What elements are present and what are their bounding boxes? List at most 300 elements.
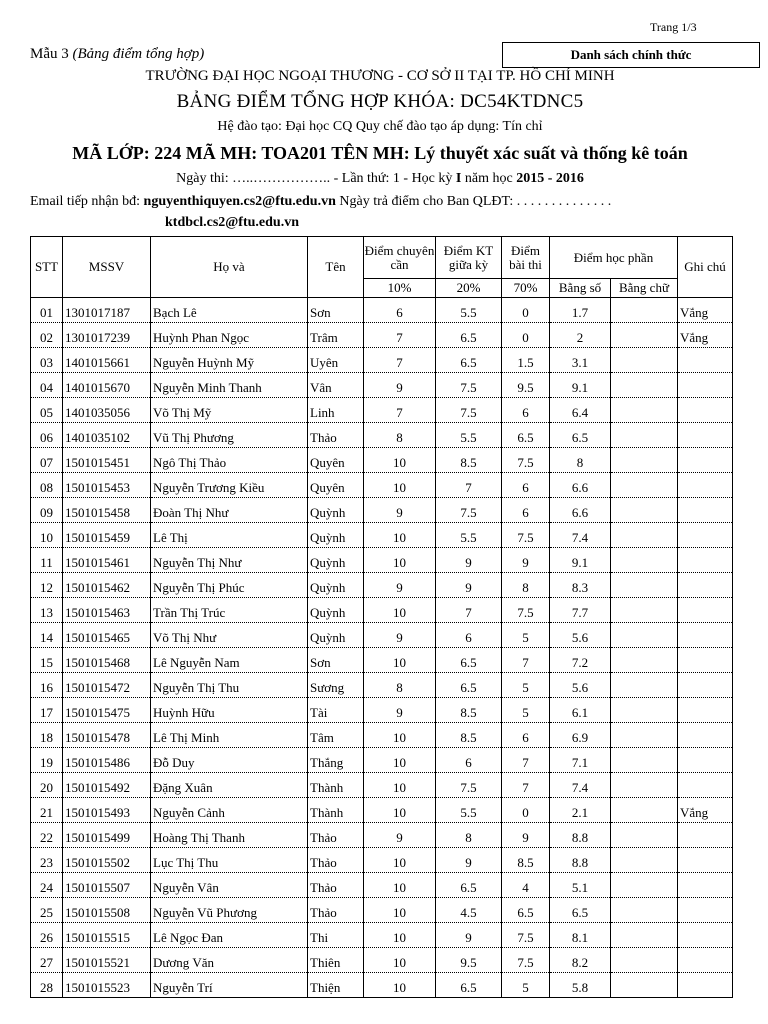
cell-chuyen-can: 10: [364, 873, 436, 898]
cell-giua-ky: 6.5: [436, 323, 502, 348]
cell-stt: 11: [31, 548, 63, 573]
weight-bai-thi: 70%: [502, 279, 550, 298]
cell-bang-so: 8.8: [550, 823, 611, 848]
cell-stt: 15: [31, 648, 63, 673]
cell-bai-thi: 7: [502, 773, 550, 798]
cell-ho-va: Huỳnh Hữu: [151, 698, 308, 723]
cell-bang-chu: [611, 598, 678, 623]
cell-giua-ky: 5.5: [436, 423, 502, 448]
cell-chuyen-can: 7: [364, 398, 436, 423]
cell-bai-thi: 6: [502, 498, 550, 523]
cell-chuyen-can: 10: [364, 798, 436, 823]
cell-ten: Quyên: [308, 473, 364, 498]
cell-chuyen-can: 10: [364, 548, 436, 573]
cell-chuyen-can: 10: [364, 948, 436, 973]
cell-bang-so: 7.1: [550, 748, 611, 773]
cell-chuyen-can: 10: [364, 523, 436, 548]
cell-bai-thi: 0: [502, 323, 550, 348]
cell-giua-ky: 8.5: [436, 723, 502, 748]
cell-ho-va: Trần Thị Trúc: [151, 598, 308, 623]
cell-ho-va: Đỗ Duy: [151, 748, 308, 773]
cell-ten: Vân: [308, 373, 364, 398]
cell-bang-chu: [611, 773, 678, 798]
cell-bang-chu: [611, 923, 678, 948]
cell-ho-va: Nguyễn Trí: [151, 973, 308, 998]
cell-giua-ky: 6.5: [436, 873, 502, 898]
cell-stt: 14: [31, 623, 63, 648]
cell-bang-so: 6.6: [550, 473, 611, 498]
school-name: TRƯỜNG ĐẠI HỌC NGOẠI THƯƠNG - CƠ SỞ II TẠI TP. HỒ CHÍ MINH: [145, 68, 615, 84]
cell-mssv: 1401035102: [63, 423, 151, 448]
cell-mssv: 1501015463: [63, 598, 151, 623]
cell-ten: Quỳnh: [308, 548, 364, 573]
cell-mssv: 1501015499: [63, 823, 151, 848]
cell-giua-ky: 4.5: [436, 898, 502, 923]
cell-ghi-chu: [678, 373, 733, 398]
weight-chuyen-can: 10%: [364, 279, 436, 298]
cell-ho-va: Nguyễn Cảnh: [151, 798, 308, 823]
cell-chuyen-can: 9: [364, 698, 436, 723]
cell-bang-so: 6.4: [550, 398, 611, 423]
cell-bang-chu: [611, 898, 678, 923]
table-row: [31, 673, 733, 698]
cell-mssv: 1501015475: [63, 698, 151, 723]
cell-chuyen-can: 7: [364, 348, 436, 373]
cell-stt: 18: [31, 723, 63, 748]
cell-ten: Thi: [308, 923, 364, 948]
cell-ho-va: Nguyễn Thị Như: [151, 548, 308, 573]
cell-ho-va: Nguyễn Huỳnh Mỹ: [151, 348, 308, 373]
cell-ho-va: Lê Ngọc Đan: [151, 923, 308, 948]
cell-ghi-chu: [678, 523, 733, 548]
cell-ten: Thiên: [308, 948, 364, 973]
table-row: [31, 598, 733, 623]
cell-mssv: 1501015523: [63, 973, 151, 998]
cell-mssv: 1501015521: [63, 948, 151, 973]
cell-bai-thi: 6.5: [502, 423, 550, 448]
cell-bang-so: 2: [550, 323, 611, 348]
cell-giua-ky: 5.5: [436, 523, 502, 548]
form-label-italic: (Bảng điểm tổng hợp): [72, 46, 205, 62]
class-course-line: MÃ LỚP: 224 MÃ MH: TOA201 TÊN MH: Lý thuyết xác suất và thống kê toán: [72, 143, 688, 163]
table-row: [31, 648, 733, 673]
cell-ghi-chu: [678, 898, 733, 923]
cell-bai-thi: 8.5: [502, 848, 550, 873]
cell-bang-so: 7.4: [550, 523, 611, 548]
cell-bai-thi: 8: [502, 573, 550, 598]
cell-bang-chu: [611, 873, 678, 898]
exam-term: I: [455, 171, 462, 186]
cell-bang-chu: [611, 948, 678, 973]
cell-mssv: 1501015492: [63, 773, 151, 798]
table-row: [31, 448, 733, 473]
cell-bai-thi: 5: [502, 623, 550, 648]
cell-chuyen-can: 10: [364, 598, 436, 623]
cell-chuyen-can: 10: [364, 448, 436, 473]
header-bang-chu: Bằng chữ: [611, 279, 678, 298]
cell-ghi-chu: Vắng: [678, 798, 733, 823]
cell-bang-so: 5.6: [550, 673, 611, 698]
cell-bai-thi: 7.5: [502, 923, 550, 948]
cell-bai-thi: 9.5: [502, 373, 550, 398]
cell-ten: Thành: [308, 773, 364, 798]
cell-ho-va: Nguyễn Thị Thu: [151, 673, 308, 698]
cell-ten: Quỳnh: [308, 498, 364, 523]
cell-bai-thi: 1.5: [502, 348, 550, 373]
cell-mssv: 1501015472: [63, 673, 151, 698]
cell-chuyen-can: 10: [364, 748, 436, 773]
cell-bang-chu: [611, 298, 678, 323]
cell-giua-ky: 6: [436, 748, 502, 773]
email-address-2: ktdbcl.cs2@ftu.edu.vn: [165, 215, 299, 230]
table-row: [31, 348, 733, 373]
table-row: [31, 898, 733, 923]
cell-bang-chu: [611, 623, 678, 648]
cell-bang-so: 1.7: [550, 298, 611, 323]
cell-bang-so: 7.4: [550, 773, 611, 798]
cell-ho-va: Nguyễn Minh Thanh: [151, 373, 308, 398]
cell-bang-chu: [611, 748, 678, 773]
cell-ten: Quyên: [308, 448, 364, 473]
cell-stt: 06: [31, 423, 63, 448]
cell-giua-ky: 7: [436, 598, 502, 623]
cell-ho-va: Lục Thị Thu: [151, 848, 308, 873]
table-row: [31, 723, 733, 748]
cell-giua-ky: 7.5: [436, 373, 502, 398]
cell-mssv: 1501015465: [63, 623, 151, 648]
cell-bang-so: 6.5: [550, 423, 611, 448]
table-row: [31, 823, 733, 848]
cell-ghi-chu: [678, 948, 733, 973]
cell-ho-va: Lê Thị: [151, 523, 308, 548]
cell-bang-so: 6.6: [550, 498, 611, 523]
cell-bai-thi: 7: [502, 748, 550, 773]
cell-ghi-chu: [678, 423, 733, 448]
cell-stt: 24: [31, 873, 63, 898]
cell-chuyen-can: 8: [364, 423, 436, 448]
cell-ho-va: Đặng Xuân: [151, 773, 308, 798]
cell-ghi-chu: [678, 548, 733, 573]
cell-ghi-chu: [678, 448, 733, 473]
header-chuyen-can: Điểm chuyên cần: [364, 237, 436, 279]
cell-ten: Thảo: [308, 848, 364, 873]
cell-ho-va: Huỳnh Phan Ngọc: [151, 323, 308, 348]
cell-bang-chu: [611, 348, 678, 373]
form-label: [30, 46, 204, 63]
cell-ghi-chu: [678, 973, 733, 998]
cell-bai-thi: 7.5: [502, 598, 550, 623]
exam-info: [0, 171, 760, 187]
cell-stt: 19: [31, 748, 63, 773]
cell-chuyen-can: 9: [364, 573, 436, 598]
cell-bang-chu: [611, 423, 678, 448]
cell-ten: Quỳnh: [308, 523, 364, 548]
cell-chuyen-can: 10: [364, 898, 436, 923]
table-row: [31, 698, 733, 723]
cell-bang-so: 8.3: [550, 573, 611, 598]
cell-bang-chu: [611, 573, 678, 598]
cell-giua-ky: 6: [436, 623, 502, 648]
email-label: Email tiếp nhận bđ:: [30, 194, 144, 209]
cell-stt: 07: [31, 448, 63, 473]
cell-ho-va: Nguyễn Trương Kiều: [151, 473, 308, 498]
cell-mssv: 1401035056: [63, 398, 151, 423]
cell-bai-thi: 6.5: [502, 898, 550, 923]
cell-bang-chu: [611, 398, 678, 423]
cell-mssv: 1501015458: [63, 498, 151, 523]
cell-ten: Thảo: [308, 873, 364, 898]
cell-ghi-chu: [678, 823, 733, 848]
email-address-1: nguyenthiquyen.cs2@ftu.edu.vn: [143, 194, 336, 209]
cell-giua-ky: 8.5: [436, 448, 502, 473]
cell-ho-va: Vũ Thị Phương: [151, 423, 308, 448]
cell-bai-thi: 7.5: [502, 948, 550, 973]
cell-stt: 01: [31, 298, 63, 323]
cell-bai-thi: 6: [502, 723, 550, 748]
official-list-box: Danh sách chính thức: [502, 42, 760, 68]
cell-ho-va: Nguyễn Thị Phúc: [151, 573, 308, 598]
cell-ghi-chu: [678, 923, 733, 948]
cell-bang-so: 3.1: [550, 348, 611, 373]
cell-stt: 02: [31, 323, 63, 348]
cell-ten: Thảo: [308, 423, 364, 448]
cell-ten: Quỳnh: [308, 623, 364, 648]
cell-stt: 09: [31, 498, 63, 523]
weight-giua-ky: 20%: [436, 279, 502, 298]
cell-giua-ky: 8.5: [436, 698, 502, 723]
cell-chuyen-can: 9: [364, 498, 436, 523]
cell-mssv: 1501015453: [63, 473, 151, 498]
table-row: [31, 398, 733, 423]
cell-bai-thi: 0: [502, 798, 550, 823]
cell-mssv: 1301017239: [63, 323, 151, 348]
cell-stt: 12: [31, 573, 63, 598]
cell-ghi-chu: [678, 848, 733, 873]
cell-giua-ky: 6.5: [436, 673, 502, 698]
cell-giua-ky: 9: [436, 923, 502, 948]
cell-ten: Uyên: [308, 348, 364, 373]
cell-ghi-chu: [678, 698, 733, 723]
exam-middle: năm học: [461, 171, 517, 186]
cell-bang-so: 6.1: [550, 698, 611, 723]
cell-giua-ky: 5.5: [436, 298, 502, 323]
cell-bang-chu: [611, 698, 678, 723]
exam-year: 2015 - 2016: [516, 171, 584, 186]
cell-giua-ky: 6.5: [436, 973, 502, 998]
cell-ghi-chu: Vắng: [678, 323, 733, 348]
cell-bai-thi: 5: [502, 973, 550, 998]
header-hoc-phan: Điểm học phần: [550, 237, 678, 279]
cell-mssv: 1501015461: [63, 548, 151, 573]
cell-giua-ky: 6.5: [436, 348, 502, 373]
cell-bang-so: 6.9: [550, 723, 611, 748]
cell-chuyen-can: 10: [364, 473, 436, 498]
cell-ten: Thảo: [308, 823, 364, 848]
table-row: [31, 523, 733, 548]
cell-ten: Tâm: [308, 723, 364, 748]
table-row: [31, 748, 733, 773]
cell-mssv: 1401015661: [63, 348, 151, 373]
form-label-text: Mẫu 3: [30, 46, 69, 62]
cell-ghi-chu: [678, 873, 733, 898]
cell-bang-chu: [611, 548, 678, 573]
cell-bai-thi: 0: [502, 298, 550, 323]
cell-stt: 17: [31, 698, 63, 723]
cell-bang-so: 5.6: [550, 623, 611, 648]
table-row: [31, 973, 733, 998]
return-date-label: Ngày trả điểm cho Ban QLĐT: . . . . . . . . . . . . . .: [335, 194, 612, 209]
header-bai-thi: Điểm bài thi: [502, 237, 550, 279]
cell-giua-ky: 5.5: [436, 798, 502, 823]
cell-stt: 22: [31, 823, 63, 848]
cell-mssv: 1501015486: [63, 748, 151, 773]
cell-giua-ky: 7.5: [436, 398, 502, 423]
cell-mssv: 1501015502: [63, 848, 151, 873]
cell-bang-chu: [611, 798, 678, 823]
cell-ho-va: Bạch Lê: [151, 298, 308, 323]
header-ghi-chu: Ghi chú: [678, 237, 733, 298]
cell-giua-ky: 9: [436, 548, 502, 573]
cell-chuyen-can: 6: [364, 298, 436, 323]
cell-giua-ky: 9.5: [436, 948, 502, 973]
cell-ghi-chu: [678, 573, 733, 598]
cell-ten: Thảo: [308, 898, 364, 923]
cell-ghi-chu: [678, 598, 733, 623]
header-giua-ky: Điểm KT giữa kỳ: [436, 237, 502, 279]
cell-giua-ky: 7.5: [436, 773, 502, 798]
cell-ten: Thiện: [308, 973, 364, 998]
cell-bai-thi: 6: [502, 398, 550, 423]
table-row: [31, 573, 733, 598]
table-row: [31, 948, 733, 973]
cell-bang-chu: [611, 523, 678, 548]
exam-prefix: Ngày thi: …..…………….. - Lần thứ: 1 - Học kỳ: [176, 171, 456, 186]
cell-ho-va: Lê Thị Minh: [151, 723, 308, 748]
cell-ten: Sơn: [308, 298, 364, 323]
cell-ho-va: Ngô Thị Thảo: [151, 448, 308, 473]
cell-bai-thi: 6: [502, 473, 550, 498]
cell-giua-ky: 9: [436, 848, 502, 873]
cell-stt: 10: [31, 523, 63, 548]
cell-stt: 20: [31, 773, 63, 798]
cell-bang-chu: [611, 973, 678, 998]
cell-bang-so: 5.8: [550, 973, 611, 998]
cell-bai-thi: 7.5: [502, 448, 550, 473]
email-line: [30, 194, 611, 210]
table-row: [31, 623, 733, 648]
cell-ghi-chu: [678, 673, 733, 698]
cell-chuyen-can: 9: [364, 623, 436, 648]
cell-chuyen-can: 10: [364, 648, 436, 673]
cell-ho-va: Hoàng Thị Thanh: [151, 823, 308, 848]
cell-stt: 08: [31, 473, 63, 498]
cell-bang-chu: [611, 473, 678, 498]
cell-bang-chu: [611, 373, 678, 398]
cell-ten: Thành: [308, 798, 364, 823]
cell-ghi-chu: [678, 748, 733, 773]
table-row: [31, 773, 733, 798]
cell-stt: 03: [31, 348, 63, 373]
cell-bai-thi: 5: [502, 698, 550, 723]
cell-bang-so: 5.1: [550, 873, 611, 898]
cell-giua-ky: 6.5: [436, 648, 502, 673]
cell-ghi-chu: [678, 648, 733, 673]
cell-stt: 13: [31, 598, 63, 623]
header-mssv: MSSV: [63, 237, 151, 298]
cell-ghi-chu: [678, 348, 733, 373]
header-ho-va: Họ và: [151, 237, 308, 298]
cell-bai-thi: 7: [502, 648, 550, 673]
cell-mssv: 1301017187: [63, 298, 151, 323]
cell-ten: Sương: [308, 673, 364, 698]
cell-bang-chu: [611, 498, 678, 523]
cell-chuyen-can: 10: [364, 848, 436, 873]
cell-ghi-chu: Vắng: [678, 298, 733, 323]
cell-chuyen-can: 7: [364, 323, 436, 348]
cell-stt: 23: [31, 848, 63, 873]
cell-stt: 25: [31, 898, 63, 923]
cell-chuyen-can: 10: [364, 923, 436, 948]
cell-ho-va: Võ Thị Mỹ: [151, 398, 308, 423]
cell-ho-va: Lê Nguyễn Nam: [151, 648, 308, 673]
cell-ten: Trâm: [308, 323, 364, 348]
cell-chuyen-can: 9: [364, 823, 436, 848]
table-row: [31, 923, 733, 948]
cell-chuyen-can: 10: [364, 973, 436, 998]
cell-bang-so: 6.5: [550, 898, 611, 923]
cell-stt: 16: [31, 673, 63, 698]
sheet-title: BẢNG ĐIỂM TỔNG HỢP KHÓA: DC54KTDNC5: [176, 91, 584, 112]
cell-bang-chu: [611, 723, 678, 748]
cell-ho-va: Dương Văn: [151, 948, 308, 973]
cell-ghi-chu: [678, 498, 733, 523]
cell-ten: Quỳnh: [308, 573, 364, 598]
cell-stt: 26: [31, 923, 63, 948]
grades-table: [30, 236, 733, 998]
cell-ten: Sơn: [308, 648, 364, 673]
cell-bai-thi: 4: [502, 873, 550, 898]
cell-mssv: 1501015462: [63, 573, 151, 598]
cell-mssv: 1401015670: [63, 373, 151, 398]
cell-giua-ky: 7: [436, 473, 502, 498]
cell-mssv: 1501015468: [63, 648, 151, 673]
cell-mssv: 1501015493: [63, 798, 151, 823]
cell-bang-so: 9.1: [550, 548, 611, 573]
cell-bang-so: 9.1: [550, 373, 611, 398]
cell-ho-va: Võ Thị Như: [151, 623, 308, 648]
cell-ho-va: Nguyễn Vân: [151, 873, 308, 898]
table-row: [31, 548, 733, 573]
cell-mssv: 1501015507: [63, 873, 151, 898]
table-row: [31, 298, 733, 323]
cell-bang-so: 8.1: [550, 923, 611, 948]
cell-mssv: 1501015478: [63, 723, 151, 748]
cell-bang-so: 8: [550, 448, 611, 473]
cell-ten: Thắng: [308, 748, 364, 773]
cell-ho-va: Đoàn Thị Như: [151, 498, 308, 523]
cell-stt: 05: [31, 398, 63, 423]
table-row: [31, 873, 733, 898]
table-row: [31, 798, 733, 823]
cell-bai-thi: 9: [502, 548, 550, 573]
cell-giua-ky: 8: [436, 823, 502, 848]
cell-ten: Quỳnh: [308, 598, 364, 623]
cell-stt: 27: [31, 948, 63, 973]
table-row: [31, 373, 733, 398]
cell-ten: Tài: [308, 698, 364, 723]
cell-chuyen-can: 10: [364, 773, 436, 798]
cell-ghi-chu: [678, 623, 733, 648]
